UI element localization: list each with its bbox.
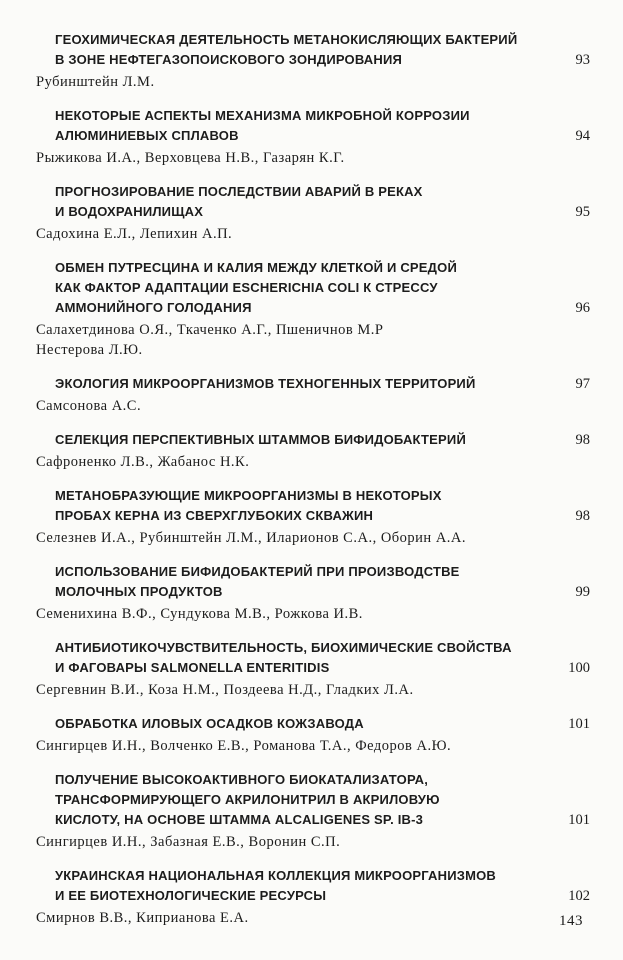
title-line: УКРАИНСКАЯ НАЦИОНАЛЬНАЯ КОЛЛЕКЦИЯ МИКРООРГАНИЗМОВ	[55, 868, 497, 883]
entry-authors	[36, 528, 590, 548]
author-line: Рыжикова И.А., Верховцева Н.В., Газарян К.Г.	[36, 150, 345, 166]
entry-title	[36, 30, 517, 70]
title-line: И ВОДОХРАНИЛИЩАХ	[55, 204, 204, 219]
entry-main-row	[36, 106, 590, 146]
toc-entry	[36, 182, 590, 244]
title-line: ТРАНСФОРМИРУЮЩЕГО АКРИЛОНИТРИЛ В АКРИЛОВУЮ	[55, 792, 440, 807]
author-line: Сергевнин В.И., Коза Н.М., Поздеева Н.Д., Гладких Л.А.	[36, 682, 414, 698]
toc-entry	[36, 866, 590, 928]
entry-authors	[36, 148, 590, 168]
title-line: КАК ФАКТОР АДАПТАЦИИ ESCHERICHIA COLI К СТРЕССУ	[55, 280, 438, 295]
entry-title	[36, 258, 457, 318]
entry-main-row	[36, 30, 590, 70]
entry-page-number: 97	[575, 376, 590, 392]
toc-entry	[36, 258, 590, 360]
entry-page-number: 96	[575, 300, 590, 316]
toc-entry	[36, 562, 590, 624]
entry-authors	[36, 396, 590, 416]
entry-main-row	[36, 374, 590, 394]
entry-page-number: 101	[568, 812, 590, 828]
title-line: АММОНИЙНОГО ГОЛОДАНИЯ	[55, 300, 252, 315]
entry-page-number: 94	[575, 128, 590, 144]
title-line: ГЕОХИМИЧЕСКАЯ ДЕЯТЕЛЬНОСТЬ МЕТАНОКИСЛЯЮЩИХ БАКТЕРИЙ	[55, 32, 518, 47]
toc-entry	[36, 430, 590, 472]
title-line: МОЛОЧНЫХ ПРОДУКТОВ	[55, 584, 223, 599]
entry-authors	[36, 680, 590, 700]
entry-main-row	[36, 182, 590, 222]
entry-page-number: 98	[575, 508, 590, 524]
entry-main-row	[36, 714, 590, 734]
author-line: Сингирцев И.Н., Забазная Е.В., Воронин С.П.	[36, 834, 341, 850]
title-line: В ЗОНЕ НЕФТЕГАЗОПОИСКОВОГО ЗОНДИРОВАНИЯ	[55, 52, 403, 67]
entry-title	[36, 182, 423, 222]
title-line: АЛЮМИНИЕВЫХ СПЛАВОВ	[55, 128, 239, 143]
entry-authors	[36, 72, 590, 92]
title-line: ОБМЕН ПУТРЕСЦИНА И КАЛИЯ МЕЖДУ КЛЕТКОЙ И СРЕДОЙ	[55, 260, 457, 275]
toc-entry	[36, 486, 590, 548]
entry-title	[36, 486, 442, 526]
entry-main-row	[36, 638, 590, 678]
entry-title	[36, 106, 470, 146]
title-line: СЕЛЕКЦИЯ ПЕРСПЕКТИВНЫХ ШТАММОВ БИФИДОБАКТЕРИЙ	[55, 432, 466, 447]
entry-page-number: 101	[568, 716, 590, 732]
title-line: НЕКОТОРЫЕ АСПЕКТЫ МЕХАНИЗМА МИКРОБНОЙ КОРРОЗИИ	[55, 108, 470, 123]
entry-authors	[36, 736, 590, 756]
entry-page-number: 98	[575, 432, 590, 448]
entry-main-row	[36, 562, 590, 602]
author-line: Салахетдинова О.Я., Ткаченко А.Г., Пшеничнов М.Р	[36, 322, 384, 338]
author-line: Сафроненко Л.В., Жабанос Н.К.	[36, 454, 250, 470]
entry-title	[36, 866, 496, 906]
entry-title	[36, 638, 512, 678]
title-line: МЕТАНОБРАЗУЮЩИЕ МИКРООРГАНИЗМЫ В НЕКОТОРЫХ	[55, 488, 442, 503]
entry-title	[36, 770, 440, 830]
entry-page-number: 95	[575, 204, 590, 220]
toc-entry	[36, 638, 590, 700]
page-number: 143	[559, 913, 583, 929]
entry-authors	[36, 908, 590, 928]
title-line: ПОЛУЧЕНИЕ ВЫСОКОАКТИВНОГО БИОКАТАЛИЗАТОРА,	[55, 772, 429, 787]
title-line: ИСПОЛЬЗОВАНИЕ БИФИДОБАКТЕРИЙ ПРИ ПРОИЗВОДСТВЕ	[55, 564, 460, 579]
toc-entry	[36, 714, 590, 756]
title-line: КИСЛОТУ, НА ОСНОВЕ ШТАММА ALCALIGENES SP. IB-3	[55, 812, 424, 827]
entry-title	[36, 374, 476, 394]
entry-main-row	[36, 258, 590, 318]
author-line: Селезнев И.А., Рубинштейн Л.М., Иларионов С.А., Оборин А.А.	[36, 530, 467, 546]
entry-title	[36, 430, 466, 450]
author-line: Садохина Е.Л., Лепихин А.П.	[36, 226, 233, 242]
author-line: Нестерова Л.Ю.	[36, 342, 143, 358]
entry-authors	[36, 832, 590, 852]
title-line: И ФАГОВАРЫ SALMONELLA ENTERITIDIS	[55, 660, 330, 675]
title-line: ПРОБАХ КЕРНА ИЗ СВЕРХГЛУБОКИХ СКВАЖИН	[55, 508, 374, 523]
entry-main-row	[36, 770, 590, 830]
author-line: Рубинштейн Л.М.	[36, 74, 155, 90]
author-line: Сингирцев И.Н., Волченко Е.В., Романова Т.А., Федоров А.Ю.	[36, 738, 452, 754]
title-line: АНТИБИОТИКОЧУВСТВИТЕЛЬНОСТЬ, БИОХИМИЧЕСКИЕ СВОЙСТВА	[55, 640, 512, 655]
entry-page-number: 99	[575, 584, 590, 600]
title-line: ОБРАБОТКА ИЛОВЫХ ОСАДКОВ КОЖЗАВОДА	[55, 716, 364, 731]
entry-page-number: 102	[568, 888, 590, 904]
entry-authors	[36, 452, 590, 472]
toc-entry	[36, 374, 590, 416]
title-line: И ЕЕ БИОТЕХНОЛОГИЧЕСКИЕ РЕСУРСЫ	[55, 888, 327, 903]
author-line: Самсонова А.С.	[36, 398, 142, 414]
entry-title	[36, 562, 460, 602]
entry-main-row	[36, 430, 590, 450]
author-line: Смирнов В.В., Киприанова Е.А.	[36, 910, 249, 926]
toc-entry	[36, 770, 590, 852]
entry-page-number: 100	[568, 660, 590, 676]
author-line: Семенихина В.Ф., Сундукова М.В., Рожкова И.В.	[36, 606, 363, 622]
toc-entry	[36, 106, 590, 168]
entry-main-row	[36, 866, 590, 906]
title-line: ПРОГНОЗИРОВАНИЕ ПОСЛЕДСТВИИ АВАРИЙ В РЕКАХ	[55, 184, 423, 199]
entry-main-row	[36, 486, 590, 526]
entry-title	[36, 714, 364, 734]
entry-authors	[36, 224, 590, 244]
entry-authors	[36, 604, 590, 624]
title-line: ЭКОЛОГИЯ МИКРООРГАНИЗМОВ ТЕХНОГЕННЫХ ТЕРРИТОРИЙ	[55, 376, 476, 391]
entry-authors	[36, 320, 590, 360]
toc-entry	[36, 30, 590, 92]
toc-entries	[36, 30, 590, 928]
entry-page-number: 93	[575, 52, 590, 68]
